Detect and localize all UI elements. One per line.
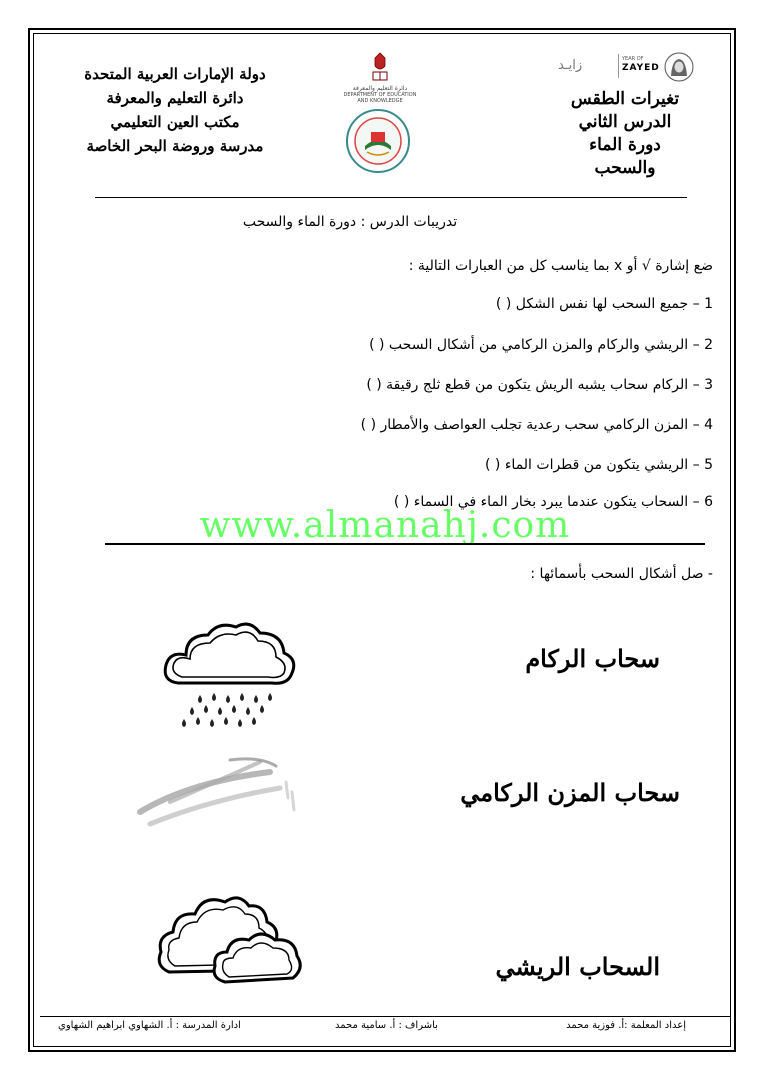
dept-logo-english-2: AND KNOWLEDGE <box>357 98 403 104</box>
matching-instruction: - صل أشكال السحب بأسمائها : <box>530 566 713 582</box>
question-2: 2 – الريشي والركام والمزن الركامي من أشكال السحب ( ) <box>369 337 713 353</box>
watermark: www.almanahj.com <box>199 505 571 546</box>
year-of-zayed-logo <box>556 52 696 82</box>
lesson-title <box>540 88 710 180</box>
zayed-label-en: ZAYED <box>622 63 660 73</box>
question-3: 3 – الركام سحاب يشبه الريش يتكون من قطع ثلج رقيقة ( ) <box>366 377 713 393</box>
lesson-topic-1: دورة الماء <box>589 135 661 155</box>
zayed-label-ar: زايـد <box>558 58 583 73</box>
header-line-department: دائرة التعليم والمعرفة <box>106 89 244 107</box>
header-line-office: مكتب العين التعليمي <box>110 113 240 131</box>
zayed-year-label: YEAR OF <box>622 56 644 62</box>
question-5: 5 – الريشي يتكون من قطرات الماء ( ) <box>485 457 713 473</box>
dept-logo-arabic: دائرة التعليم والمعرفة <box>352 85 408 92</box>
cumulus-cloud-icon <box>155 882 305 987</box>
lesson-unit: تغيرات الطقس <box>570 89 680 109</box>
exercise-instruction: ضع إشارة √ أو x بما يناسب كل من العبارات التالية : <box>408 258 713 274</box>
footer-divider <box>40 1016 730 1017</box>
school-seal <box>345 108 411 174</box>
footer-supervised-by: باشراف : أ. سامية محمد <box>335 1020 438 1031</box>
zayed-portrait-icon <box>664 52 694 82</box>
emblem-icon <box>369 52 391 82</box>
header-divider <box>95 197 687 198</box>
cloud-name-cumulus: سحاب الركام <box>525 644 660 673</box>
question-4: 4 – المزن الركامي سحب رعدية تجلب العواصف والأمطار ( ) <box>360 417 713 433</box>
section-divider <box>105 543 705 545</box>
school-info <box>70 62 280 158</box>
rain-cloud-icon <box>160 615 300 730</box>
lesson-number: الدرس الثاني <box>578 112 672 132</box>
cloud-name-cumulonimbus: سحاب المزن الركامي <box>460 778 680 807</box>
cloud-name-cirrus: السحاب الريشي <box>495 952 660 981</box>
lesson-topic-2: والسحب <box>594 158 656 178</box>
footer-prepared-by: إعداد المعلمة :أ. فوزية محمد <box>566 1020 686 1031</box>
zayed-divider <box>618 54 619 78</box>
school-seal-icon <box>345 108 411 174</box>
question-1: 1 – جميع السحب لها نفس الشكل ( ) <box>495 296 713 312</box>
dept-logo-english-1: DEPARTMENT OF EDUCATION <box>343 92 417 98</box>
question-6: 6 – السحاب يتكون عندما يبرد بخار الماء في السماء ( ) <box>393 494 713 510</box>
header-line-school: مدرسة وروضة البحر الخاصة <box>86 137 264 155</box>
wispy-cloud-icon <box>130 752 310 832</box>
header-line-country: دولة الإمارات العربية المتحدة <box>84 65 266 83</box>
footer-principal: ادارة المدرسة : أ. الشهاوي ابراهيم الشهاوي <box>58 1020 241 1031</box>
exercise-subtitle: تدريبات الدرس : دورة الماء والسحب <box>242 214 458 230</box>
